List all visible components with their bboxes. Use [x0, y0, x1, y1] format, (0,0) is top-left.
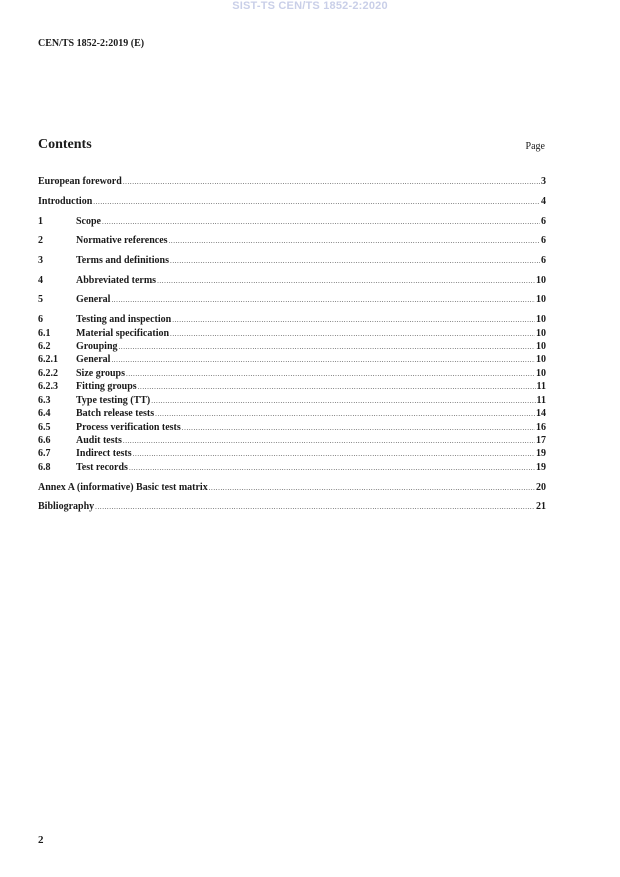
toc-entry-page: 4: [541, 196, 546, 207]
toc-entry[interactable]: [38, 381, 546, 394]
toc-entry-page: 14: [536, 408, 546, 419]
toc-entry-number: 1: [38, 216, 43, 227]
toc-entry-page: 3: [541, 176, 546, 187]
toc-entry[interactable]: [38, 341, 546, 354]
toc-entry-title: Terms and definitions: [76, 255, 169, 266]
toc-entry[interactable]: [38, 422, 546, 435]
toc-leader-dots: [95, 503, 535, 511]
toc-entry-number: 2: [38, 235, 43, 246]
toc-leader-dots: [129, 464, 535, 472]
toc-entry[interactable]: [38, 216, 546, 229]
toc-entry-title: Grouping: [76, 341, 118, 352]
toc-entry-page: 6: [541, 216, 546, 227]
toc-leader-dots: [155, 410, 535, 418]
toc-entry-page: 11: [536, 381, 546, 392]
toc-entry[interactable]: [38, 501, 546, 514]
toc-leader-dots: [123, 437, 535, 445]
toc-leader-dots: [151, 397, 535, 405]
toc-entry-page: 19: [536, 462, 546, 473]
toc-entry-title: Process verification tests: [76, 422, 181, 433]
toc-entry[interactable]: [38, 294, 546, 307]
toc-entry-title: Size groups: [76, 368, 125, 379]
toc-entry[interactable]: [38, 354, 546, 367]
toc-entry-number: 6.7: [38, 448, 51, 459]
toc-leader-dots: [93, 198, 540, 206]
toc-leader-dots: [133, 450, 535, 458]
toc-leader-dots: [111, 296, 535, 304]
toc-entry-number: 3: [38, 255, 43, 266]
toc-entry-page: 10: [536, 341, 546, 352]
toc-leader-dots: [209, 484, 535, 492]
toc-entry[interactable]: [38, 255, 546, 268]
toc-entry-page: 20: [536, 482, 546, 493]
toc-entry-page: 10: [536, 275, 546, 286]
toc-entry-page: 19: [536, 448, 546, 459]
toc-entry-number: 6.2.2: [38, 368, 58, 379]
toc-leader-dots: [157, 277, 535, 285]
toc-leader-dots: [102, 218, 540, 226]
toc-entry-page: 21: [536, 501, 546, 512]
toc-entry-number: 6.2: [38, 341, 51, 352]
toc-leader-dots: [126, 370, 535, 378]
toc-leader-dots: [119, 343, 536, 351]
toc-entry-number: 6.6: [38, 435, 51, 446]
toc-leader-dots: [138, 383, 536, 391]
toc-entry-page: 10: [536, 314, 546, 325]
toc-entry-page: 11: [536, 395, 546, 406]
toc-leader-dots: [182, 424, 535, 432]
document-identifier: CEN/TS 1852-2:2019 (E): [38, 38, 145, 49]
toc-leader-dots: [169, 237, 540, 245]
toc-entry[interactable]: [38, 395, 546, 408]
toc-entry-page: 6: [541, 235, 546, 246]
toc-entry-number: 6.2.1: [38, 354, 58, 365]
toc-entry-number: 6.8: [38, 462, 51, 473]
toc-entry-title: Introduction: [38, 196, 93, 207]
toc-entry-title: Normative references: [76, 235, 168, 246]
toc-entry[interactable]: [38, 448, 546, 461]
toc-entry-number: 4: [38, 275, 43, 286]
toc-entry-number: 6.2.3: [38, 381, 58, 392]
toc-leader-dots: [111, 356, 535, 364]
page-number: 2: [38, 834, 44, 846]
toc-entry[interactable]: [38, 275, 546, 288]
toc-entry[interactable]: [38, 196, 546, 209]
toc-entry-number: 6.3: [38, 395, 51, 406]
toc-entry-page: 17: [536, 435, 546, 446]
toc-entry[interactable]: [38, 462, 546, 475]
toc-entry-title: Test records: [76, 462, 128, 473]
toc-entry-page: 10: [536, 294, 546, 305]
toc-entry[interactable]: [38, 314, 546, 327]
toc-entry-title: General: [76, 294, 111, 305]
toc-entry[interactable]: [38, 482, 546, 495]
toc-entry-title: Type testing (TT): [76, 395, 151, 406]
toc-entry-page: 10: [536, 368, 546, 379]
toc-entry[interactable]: [38, 235, 546, 248]
toc-leader-dots: [172, 316, 535, 324]
toc-entry-number: 6.1: [38, 328, 51, 339]
toc-entry-page: 10: [536, 354, 546, 365]
toc-entry[interactable]: [38, 435, 546, 448]
toc-leader-dots: [123, 178, 540, 186]
toc-entry-title: Material specification: [76, 328, 170, 339]
toc-entry-title: Fitting groups: [76, 381, 137, 392]
toc-entry-title: Annex A (informative) Basic test matrix: [38, 482, 208, 493]
toc-entry[interactable]: [38, 176, 546, 189]
toc-entry-title: European foreword: [38, 176, 122, 187]
toc-entry-title: Abbreviated terms: [76, 275, 157, 286]
toc-entry-page: 6: [541, 255, 546, 266]
page-column-label: Page: [525, 141, 545, 152]
watermark: SIST-TS CEN/TS 1852-2:2020: [232, 0, 388, 12]
toc-entry[interactable]: [38, 408, 546, 421]
toc-entry-number: 6.4: [38, 408, 51, 419]
toc-entry-title: General: [76, 354, 111, 365]
toc-entry-title: Indirect tests: [76, 448, 132, 459]
toc-leader-dots: [170, 257, 540, 265]
toc-leader-dots: [170, 330, 535, 338]
toc-entry-number: 6.5: [38, 422, 51, 433]
toc-entry-title: Audit tests: [76, 435, 122, 446]
toc-entry[interactable]: [38, 328, 546, 341]
toc-entry-title: Scope: [76, 216, 101, 227]
toc-entry-number: 6: [38, 314, 43, 325]
toc-entry-title: Bibliography: [38, 501, 95, 512]
contents-heading: Contents: [38, 137, 92, 152]
toc-entry-title: Batch release tests: [76, 408, 155, 419]
toc-entry[interactable]: [38, 368, 546, 381]
toc-entry-page: 16: [536, 422, 546, 433]
toc-entry-title: Testing and inspection: [76, 314, 172, 325]
toc-entry-number: 5: [38, 294, 43, 305]
toc-entry-page: 10: [536, 328, 546, 339]
